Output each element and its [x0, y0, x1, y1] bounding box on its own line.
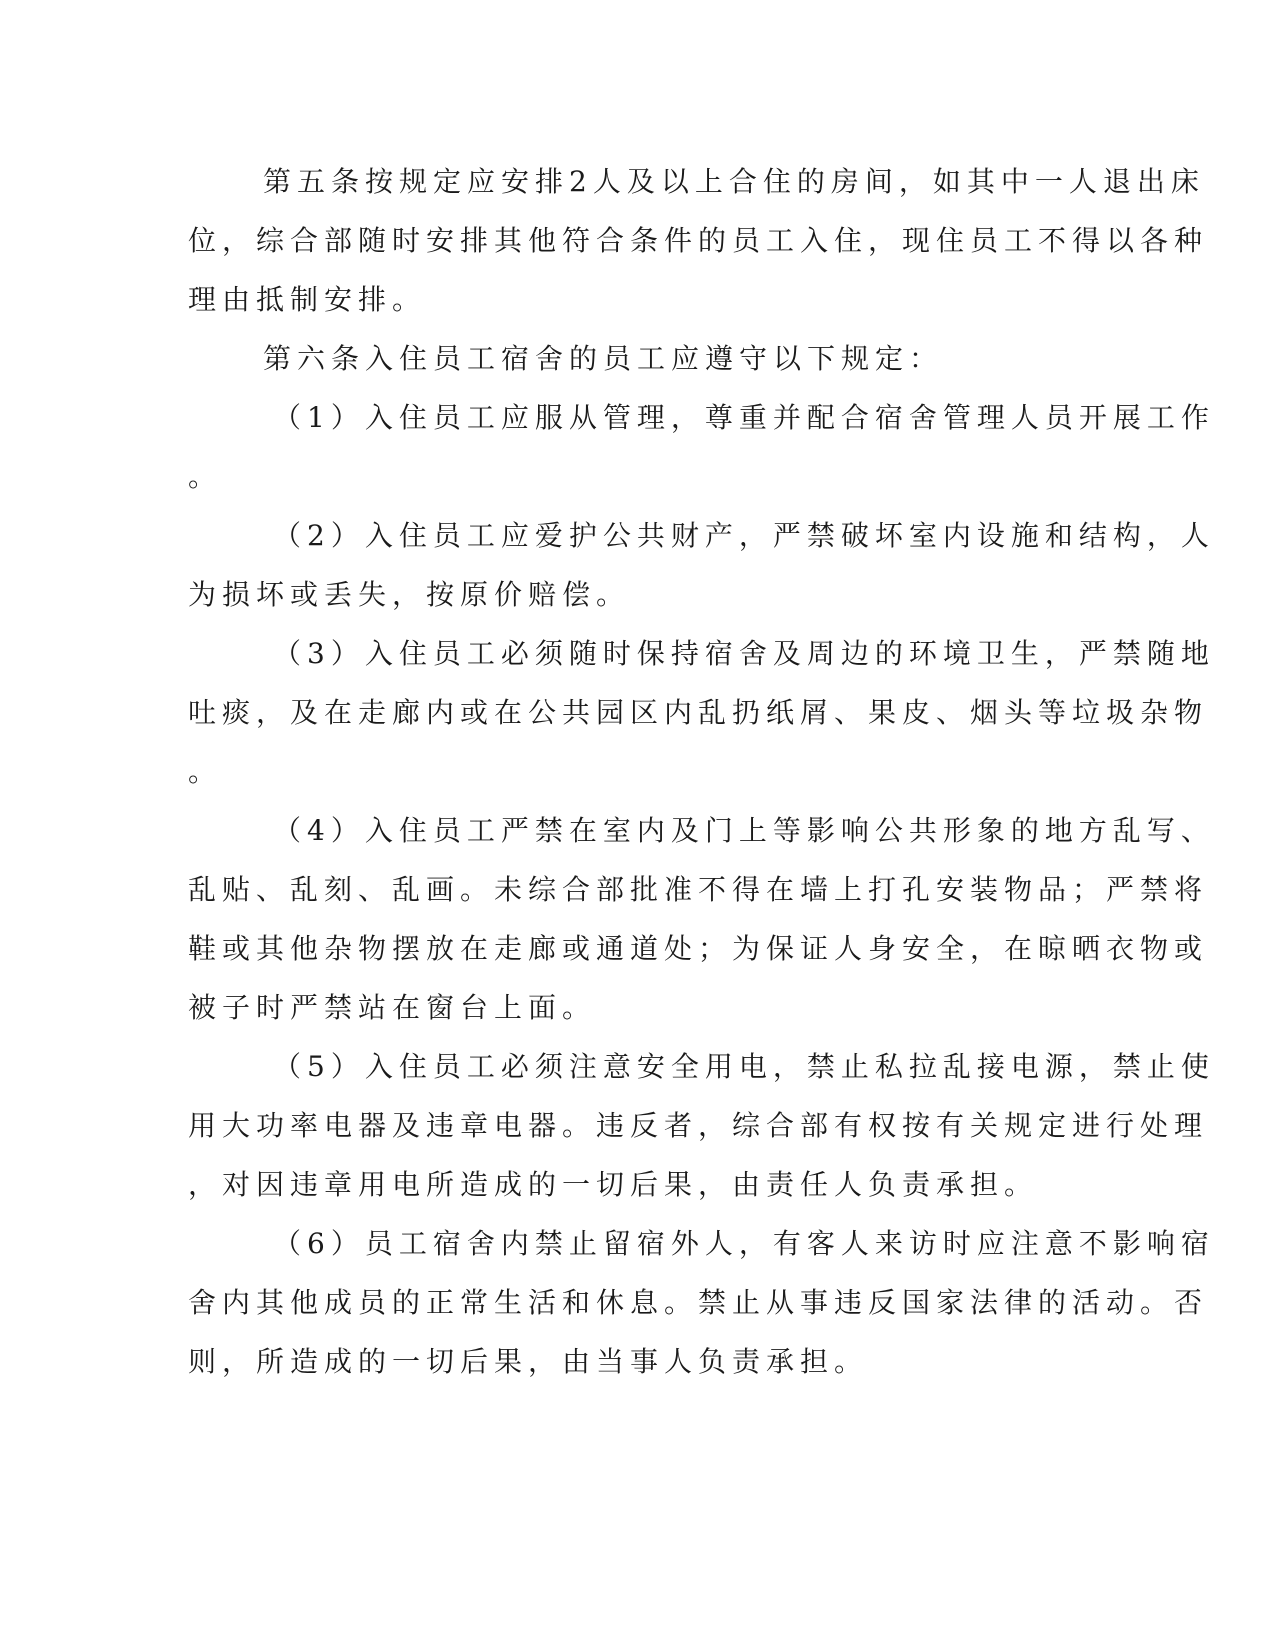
text-line: 舍内其他成员的正常生活和休息。禁止从事违反国家法律的活动。否 — [188, 1286, 1209, 1319]
text-line: 。 — [188, 460, 223, 493]
text-line: 则，所造成的一切后果，由当事人负责承担。 — [188, 1345, 869, 1378]
text-line: 乱贴、乱刻、乱画。未综合部批准不得在墙上打孔安装物品；严禁将 — [188, 873, 1209, 906]
text-line: （6）员工宿舍内禁止留宿外人，有客人来访时应注意不影响宿 — [273, 1227, 1215, 1260]
text-line: 用大功率电器及违章电器。违反者，综合部有权按有关规定进行处理 — [188, 1109, 1209, 1142]
text-line: 吐痰，及在走廊内或在公共园区内乱扔纸屑、果皮、烟头等垃圾杂物 — [188, 696, 1209, 729]
text-line: 第六条入住员工宿舍的员工应遵守以下规定： — [263, 342, 944, 375]
text-line: （5）入住员工必须注意安全用电，禁止私拉乱接电源，禁止使 — [273, 1050, 1215, 1083]
text-line: （1）入住员工应服从管理，尊重并配合宿舍管理人员开展工作 — [273, 401, 1215, 434]
text-line: 为损坏或丢失，按原价赔偿。 — [188, 578, 631, 611]
text-line: 位，综合部随时安排其他符合条件的员工入住，现住员工不得以各种 — [188, 224, 1209, 257]
text-line: 。 — [188, 755, 223, 788]
text-line: （2）入住员工应爱护公共财产，严禁破坏室内设施和结构，人 — [273, 519, 1215, 552]
text-line: （3）入住员工必须随时保持宿舍及周边的环境卫生，严禁随地 — [273, 637, 1215, 670]
text-line: 鞋或其他杂物摆放在走廊或通道处；为保证人身安全，在晾晒衣物或 — [188, 932, 1209, 965]
text-line: 被子时严禁站在窗台上面。 — [188, 991, 597, 1024]
text-line: 第五条按规定应安排2人及以上合住的房间，如其中一人退出床 — [263, 165, 1205, 198]
text-line: （4）入住员工严禁在室内及门上等影响公共形象的地方乱写、 — [273, 814, 1215, 847]
text-line: ，对因违章用电所造成的一切后果，由责任人负责承担。 — [188, 1168, 1039, 1201]
text-line: 理由抵制安排。 — [188, 283, 427, 316]
